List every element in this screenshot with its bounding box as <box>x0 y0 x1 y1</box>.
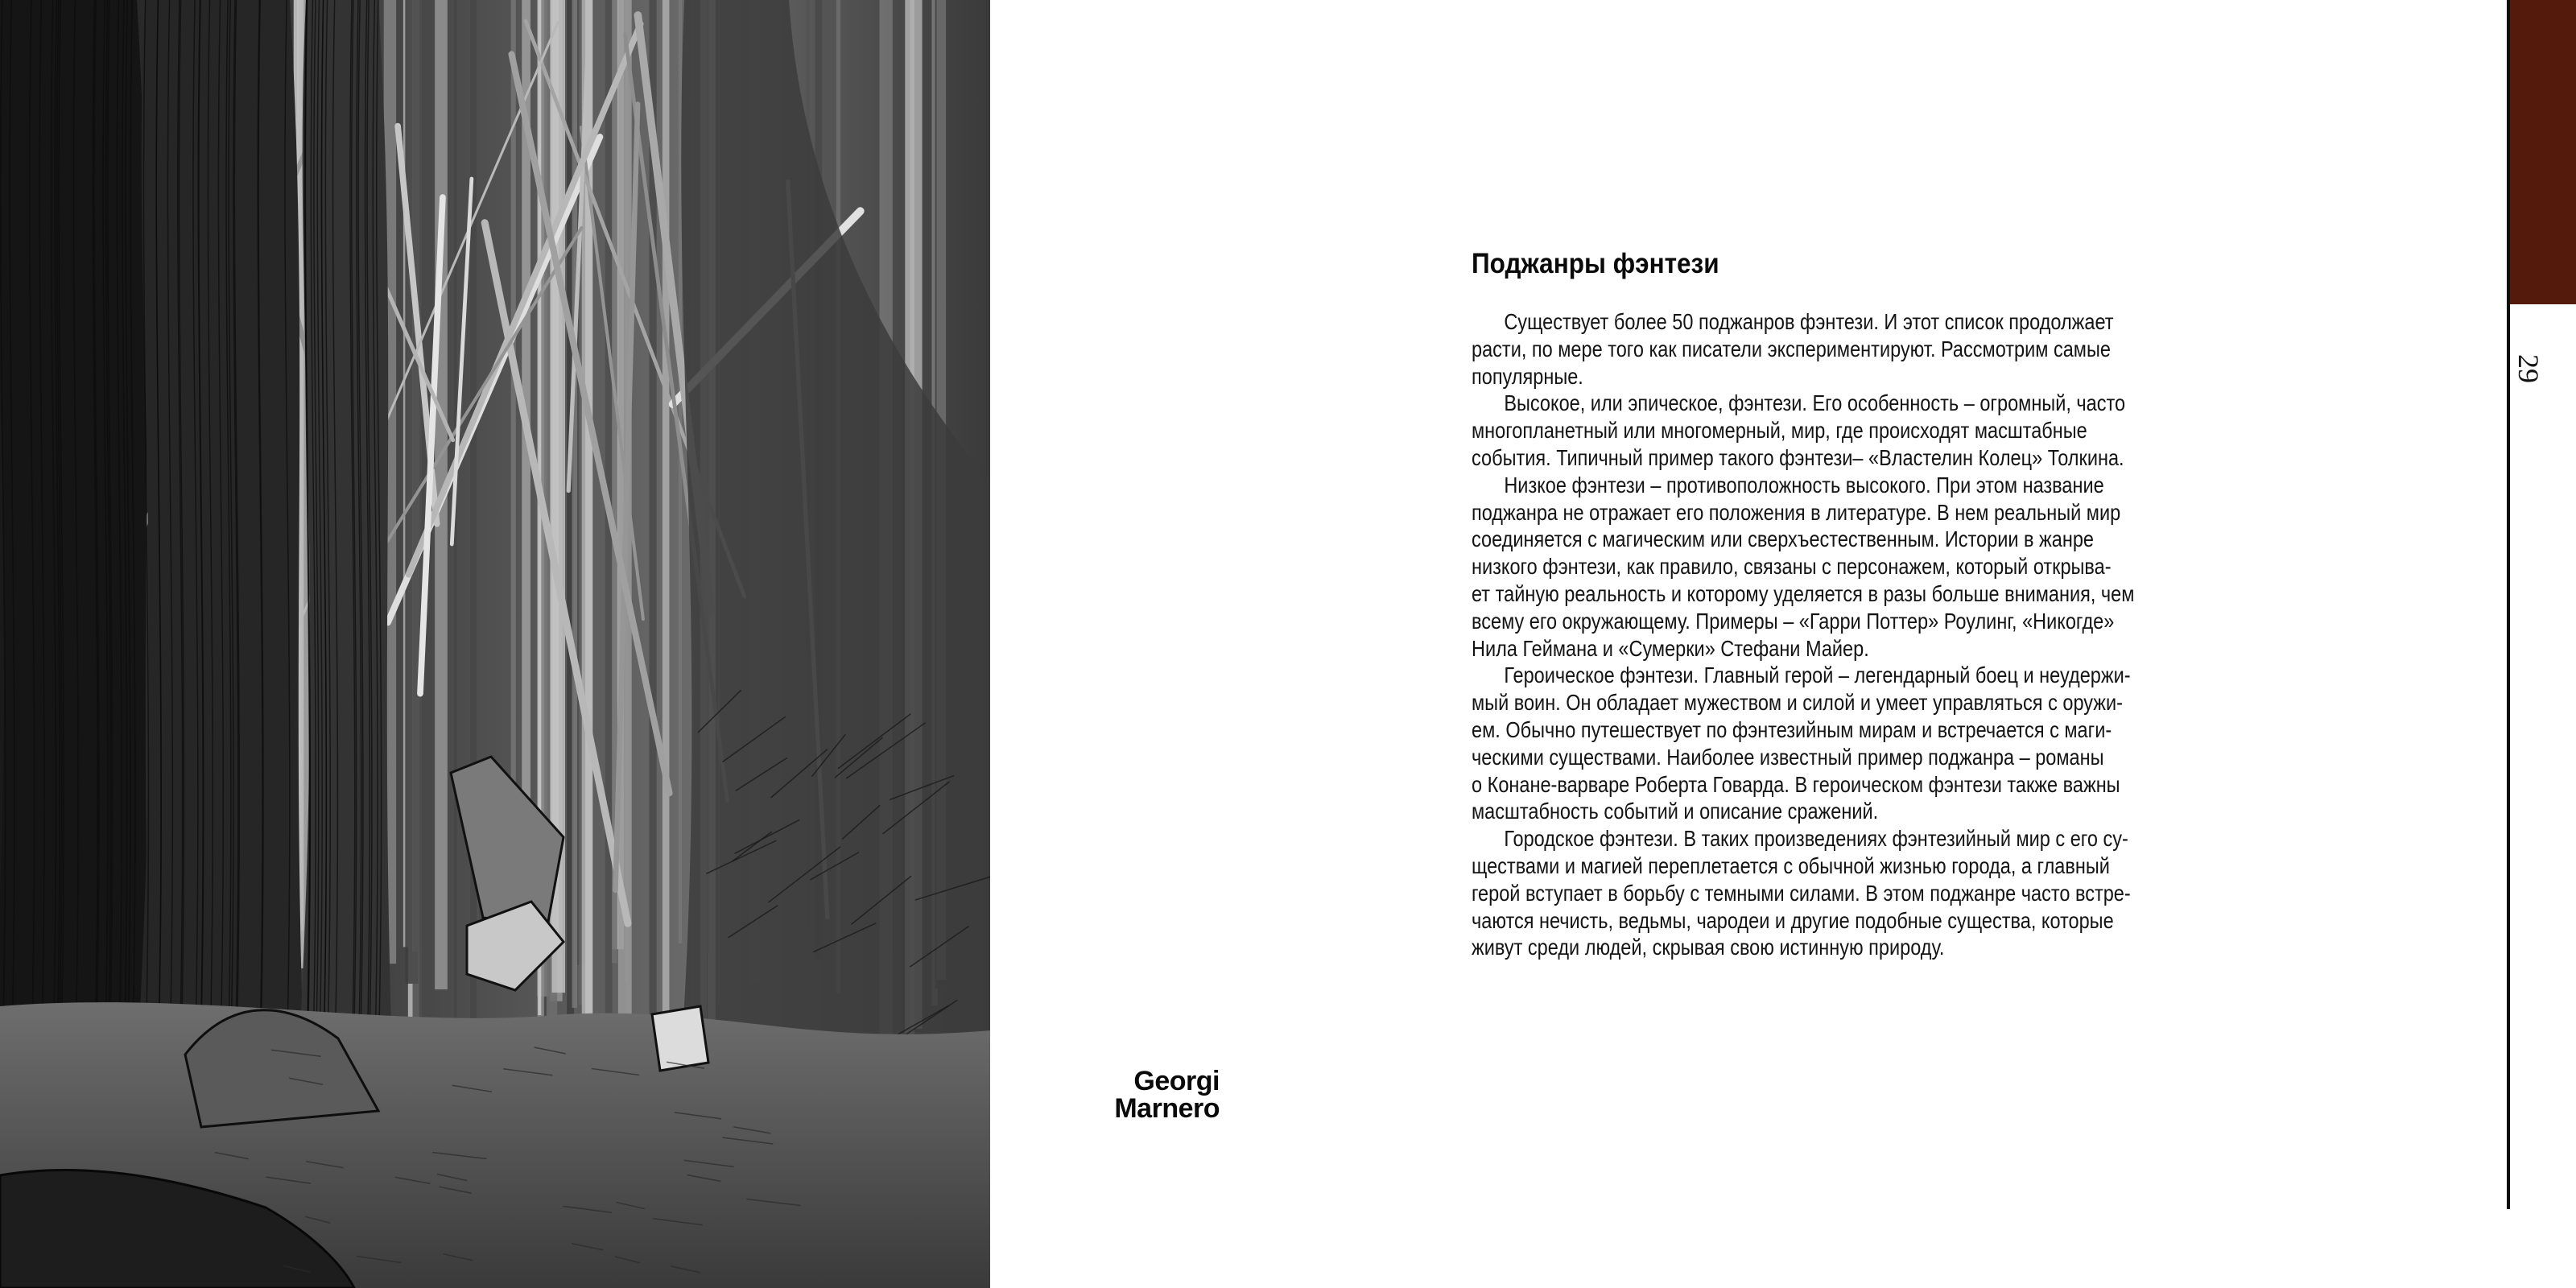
tree-trunk <box>470 0 477 1075</box>
article-line: поджанра не отражает его положения в литературе. В нем реальный мир <box>1472 499 2121 525</box>
article-line: ществами и магией переплетается с обычной жизнью города, а главный <box>1472 852 2110 878</box>
article-body <box>1472 308 2309 961</box>
article-line: Высокое, или эпическое, фэнтези. Его особенность – огромный, часто <box>1504 390 2126 416</box>
tree-trunk <box>413 0 422 1040</box>
rock <box>652 1006 708 1071</box>
tree-trunk <box>663 0 670 1031</box>
article-line: ем. Обычно путешествует по фэнтезийным мирам и встречается с маги- <box>1472 716 2112 742</box>
article-line: мый воин. Он обладает мужеством и силой и умеет управляться с оружи- <box>1472 690 2123 716</box>
credit-first-name: Georgi <box>1133 1066 1220 1096</box>
article-line: Низкое фэнтези – противоположность высокого. При этом название <box>1504 472 2104 497</box>
article-line: живут среди людей, скрывая свою истинную природу. <box>1472 935 1945 960</box>
article-line: Существует более 50 поджанров фэнтези. И этот список продолжает <box>1504 309 2114 334</box>
article-line: Нила Геймана и «Сумерки» Стефани Майер. <box>1472 635 1869 661</box>
credit-last-name: Marnero <box>1114 1093 1220 1124</box>
section-color-tab <box>2510 0 2576 304</box>
article-heading: Поджанры фэнтези <box>1472 248 1719 279</box>
article-line: Городское фэнтези. В таких произведениях фэнтезийный мир с его су- <box>1504 826 2128 852</box>
page-number-text: 29 <box>2512 354 2545 383</box>
illustrator-credit <box>1046 1067 1220 1122</box>
article-line: популярные. <box>1472 363 1583 389</box>
article-line: о Конане-варваре Роберта Говарда. В героическом фэнтези также важны <box>1472 771 2120 797</box>
page-number <box>2510 346 2547 391</box>
article-line: многопланетный или многомерный, мир, где происходят масштабные <box>1472 418 2087 444</box>
article-line: всему его окружающему. Примеры – «Гарри Поттер» Роулинг, «Никогде» <box>1472 608 2115 634</box>
article-line: ет тайную реальность и которому уделяется в разы больше внимания, чем <box>1472 580 2135 606</box>
tree-trunk <box>550 0 559 943</box>
forest-drawing <box>0 0 990 1288</box>
article-line: соединяется с магическим или сверхъестественным. Истории в жанре <box>1472 526 2095 552</box>
article-line: ческими существами. Наиболее известный пример поджанра – романы <box>1472 744 2104 770</box>
article-line: чаются нечисть, ведьмы, чародеи и другие подобные существа, которые <box>1472 907 2114 933</box>
article-line: низкого фэнтези, как правило, связаны с персонажем, который открыва- <box>1472 554 2112 580</box>
article-line: события. Типичный пример такого фэнтези– «Властелин Колец» Толкина. <box>1472 444 2124 470</box>
article-line: масштабность событий и описание сражений. <box>1472 799 1879 824</box>
article-line: расти, по мере того как писатели экспериментируют. Рассмотрим самые <box>1472 336 2111 361</box>
article-line: герой вступает в борьбу с темными силами. В этом поджанре часто встре- <box>1472 880 2131 906</box>
article-line: Героическое фэнтези. Главный герой – легендарный боец и неудержи- <box>1504 663 2131 688</box>
forest-illustration <box>0 0 990 1288</box>
